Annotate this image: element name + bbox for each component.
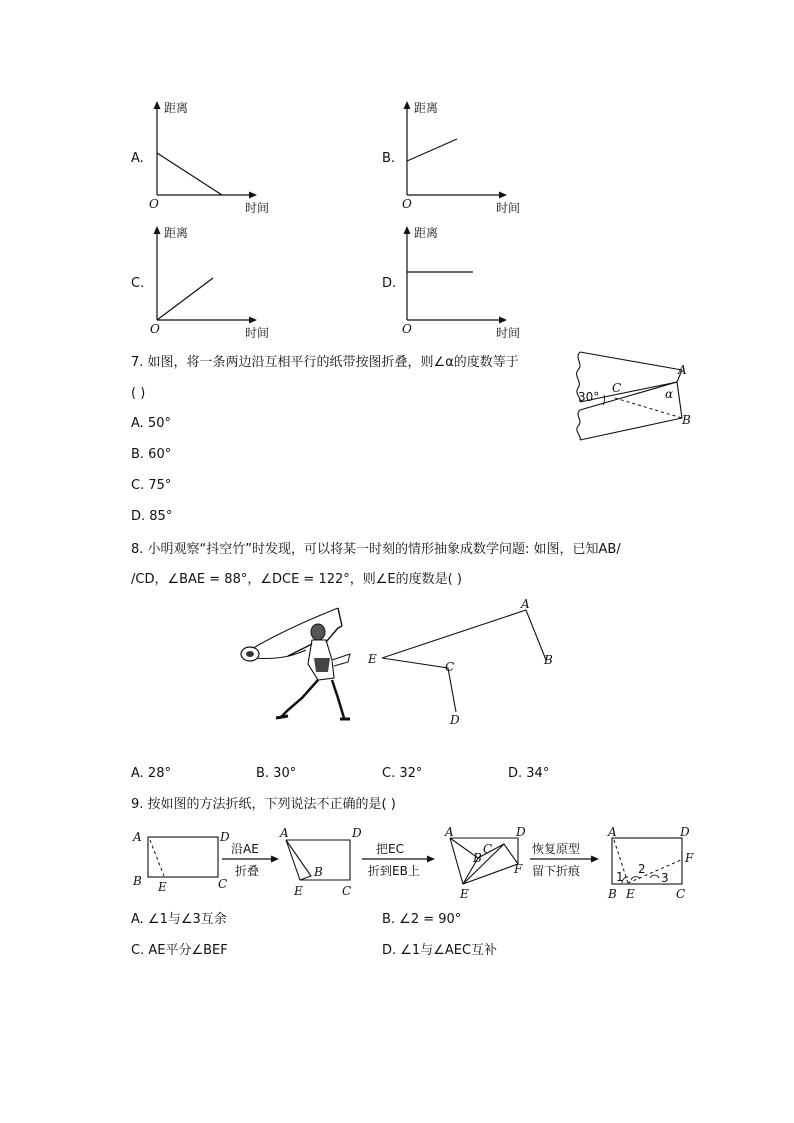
distance-time-graph-c <box>140 220 290 345</box>
figure-label: A <box>280 826 289 840</box>
question-paren: ( ) <box>131 386 146 401</box>
option-letter: B. <box>382 151 396 166</box>
point-a-label: A <box>678 363 687 377</box>
option-letter: A. <box>131 151 144 166</box>
y-axis-label: 距离 <box>414 226 439 240</box>
figure-label: B <box>133 874 142 888</box>
question-stem: 7. 如图，将一条两边沿互相平行的纸带按图折叠，则∠α的度数等于 <box>131 355 519 370</box>
option-a[interactable]: A. 28° <box>131 766 171 781</box>
figure-label: D <box>220 830 230 844</box>
option-a[interactable]: A. 50° <box>131 416 171 431</box>
point-a-label: A <box>521 597 530 611</box>
option-a[interactable]: A. ∠1与∠3互余 <box>131 912 227 927</box>
point-d-label: D <box>450 713 460 727</box>
x-axis-label: 时间 <box>496 326 521 340</box>
point-c-label: C <box>445 660 455 674</box>
y-axis-label: 距离 <box>164 226 189 240</box>
distance-time-graph-d <box>390 220 540 345</box>
figure-label: E <box>158 880 167 894</box>
figure-label: C <box>218 877 228 891</box>
option-d[interactable]: D. 34° <box>508 766 550 781</box>
option-b[interactable]: B. 60° <box>131 447 172 462</box>
option-b[interactable]: B. ∠2 = 90° <box>382 912 462 927</box>
option-d[interactable]: D. ∠1与∠AEC互补 <box>382 943 498 958</box>
figure-label: 2 <box>638 862 646 876</box>
option-b[interactable]: B. 30° <box>256 766 297 781</box>
angle-30-label: 30° <box>578 390 600 404</box>
option-letter: D. <box>382 276 397 291</box>
option-c[interactable]: C. AE平分∠BEF <box>131 943 228 958</box>
graph-line <box>157 278 213 320</box>
question-stem: 9. 按如图的方法折纸，下列说法不正确的是( ) <box>131 797 396 812</box>
option-letter: C. <box>131 276 145 291</box>
step-2-bottom: 折到EB上 <box>368 864 420 878</box>
y-axis-label: 距离 <box>414 101 439 115</box>
x-axis-label: 时间 <box>245 201 270 215</box>
distance-time-graph-b <box>390 95 540 220</box>
origin-label: O <box>402 197 412 211</box>
x-axis-label: 时间 <box>245 326 270 340</box>
option-c[interactable]: C. 75° <box>131 478 172 493</box>
paper-folding-figure <box>128 822 708 902</box>
angle-alpha-label: α <box>665 387 674 401</box>
figure-label: C <box>676 887 686 901</box>
figure-label: A <box>608 825 617 839</box>
figure-label: B <box>608 887 617 901</box>
distance-time-graph-a <box>140 95 290 220</box>
figure-label: 3 <box>661 871 669 885</box>
step-3-bottom: 留下折痕 <box>532 864 581 878</box>
figure-label: A <box>445 825 454 839</box>
step-2-top: 把EC <box>376 842 404 856</box>
step-1-bottom: 折叠 <box>235 864 260 878</box>
y-axis-label: 距离 <box>164 101 189 115</box>
option-c[interactable]: C. 32° <box>382 766 423 781</box>
step-3-top: 恢复原型 <box>532 842 581 856</box>
point-b-label: B <box>682 413 691 427</box>
figure-label: E <box>460 887 469 901</box>
figure-label: D <box>680 825 690 839</box>
folded-strip-figure <box>570 348 700 443</box>
point-e-label: E <box>368 652 377 666</box>
option-d[interactable]: D. 85° <box>131 509 173 524</box>
figure-label: B <box>473 851 482 865</box>
figure-label: E <box>294 884 303 898</box>
figure-label: F <box>685 851 694 865</box>
figure-label: B <box>314 865 323 879</box>
graph-line <box>157 153 222 195</box>
origin-label: O <box>149 197 159 211</box>
figure-label: D <box>516 825 526 839</box>
figure-label: D <box>352 826 362 840</box>
question-stem-line-2: /CD，∠BAE = 88°，∠DCE = 122°，则∠E的度数是( ) <box>131 572 462 587</box>
figure-label: 1 <box>616 870 624 884</box>
origin-label: O <box>150 322 160 336</box>
figure-label: A <box>133 830 142 844</box>
question-stem-line-1: 8. 小明观察“抖空竹”时发现，可以将某一时刻的情形抽象成数学问题: 如图，已知AB/ <box>131 542 621 557</box>
diabolo-geometry-figure <box>360 596 570 726</box>
point-c-label: C <box>612 381 622 395</box>
x-axis-label: 时间 <box>496 201 521 215</box>
step-1-top: 沿AE <box>231 842 259 856</box>
figure-label: C <box>483 842 493 856</box>
figure-label: F <box>514 862 523 876</box>
figure-label: E <box>626 887 635 901</box>
point-b-label: B <box>544 653 553 667</box>
origin-label: O <box>402 322 412 336</box>
graph-line <box>407 139 457 161</box>
diabolo-illustration <box>238 598 358 726</box>
figure-label: C <box>342 884 352 898</box>
